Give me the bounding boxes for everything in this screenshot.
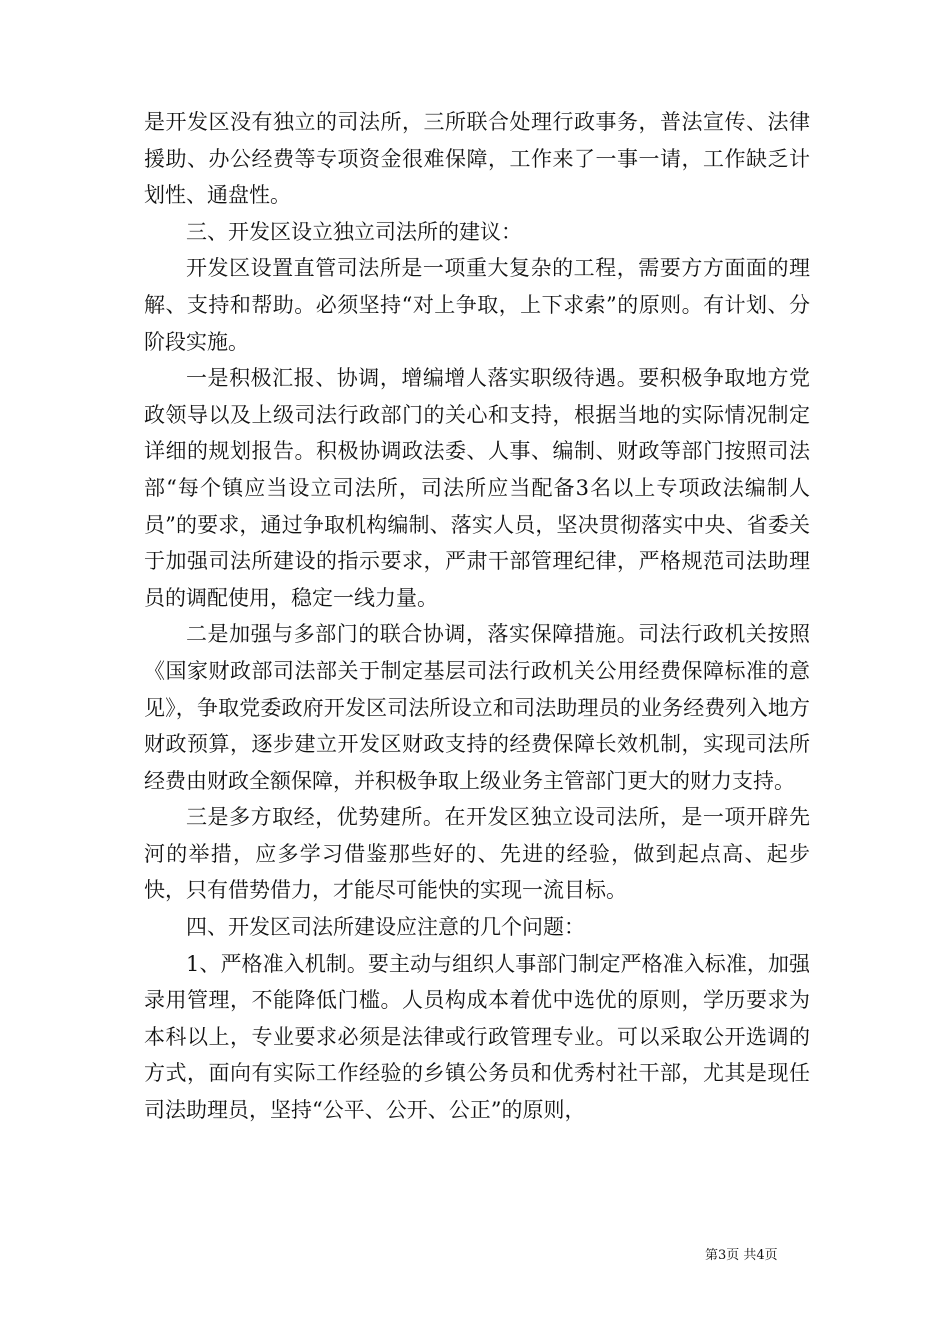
paragraph-8: 1、严格准入机制。要主动与组织人事部门制定严格准入标准，加强录用管理，不能降低门槛。人员构成本着优中选优的原则，学历要求为本科以上，专业要求必须是法律或行政管理专业。可以采取公开选调的方式，面向有实际工作经验的乡镇公务员和优秀村社干部，尤其是现任司法助理员，坚持“公平、公开、公正”的原则， <box>144 951 810 1123</box>
paragraph-5: 二是加强与多部门的联合协调，落实保障措施。司法行政机关按照《国家财政部司法部关于制定基层司法行政机关公用经费保障标准的意见》，争取党委政府开发区司法所设立和司法助理员的业务经费列入地方财政预算，逐步建立开发区财政支持的经费保障长效机制，实现司法所经费由财政全额保障，并积极争取上级业务主管部门更大的财力支持。 <box>144 622 810 793</box>
paragraph-3: 开发区设置直管司法所是一项重大复杂的工程，需要方方面面的理解、支持和帮助。必须坚持“对上争取，上下求索”的原则。有计划、分阶段实施。 <box>144 256 810 354</box>
section-heading-3: 三、开发区设立独立司法所的建议： <box>186 219 522 244</box>
document-body <box>144 104 810 1129</box>
page-number-footer: 第3页 共4页 <box>705 1248 778 1263</box>
paragraph-6: 三是多方取经，优势建所。在开发区独立设司法所，是一项开辟先河的举措，应多学习借鉴那些好的、先进的经验，做到起点高、起步快，只有借势借力，才能尽可能快的实现一流目标。 <box>144 805 810 903</box>
section-heading-4: 四、开发区司法所建设应注意的几个问题： <box>186 915 585 940</box>
paragraph-4: 一是积极汇报、协调，增编增人落实职级待遇。要积极争取地方党政领导以及上级司法行政部门的关心和支持，根据当地的实际情况制定详细的规划报告。积极协调政法委、人事、编制、财政等部门按照司法部“每个镇应当设立司法所，司法所应当配备3名以上专项政法编制人员”的要求，通过争取机构编制、落实人员，坚决贯彻落实中央、省委关于加强司法所建设的指示要求，严肃干部管理纪律，严格规范司法助理员的调配使用，稳定一线力量。 <box>144 366 810 610</box>
paragraph-1: 是开发区没有独立的司法所，三所联合处理行政事务，普法宣传、法律援助、办公经费等专项资金很难保障，工作来了一事一请，工作缺乏计划性、通盘性。 <box>144 110 810 208</box>
